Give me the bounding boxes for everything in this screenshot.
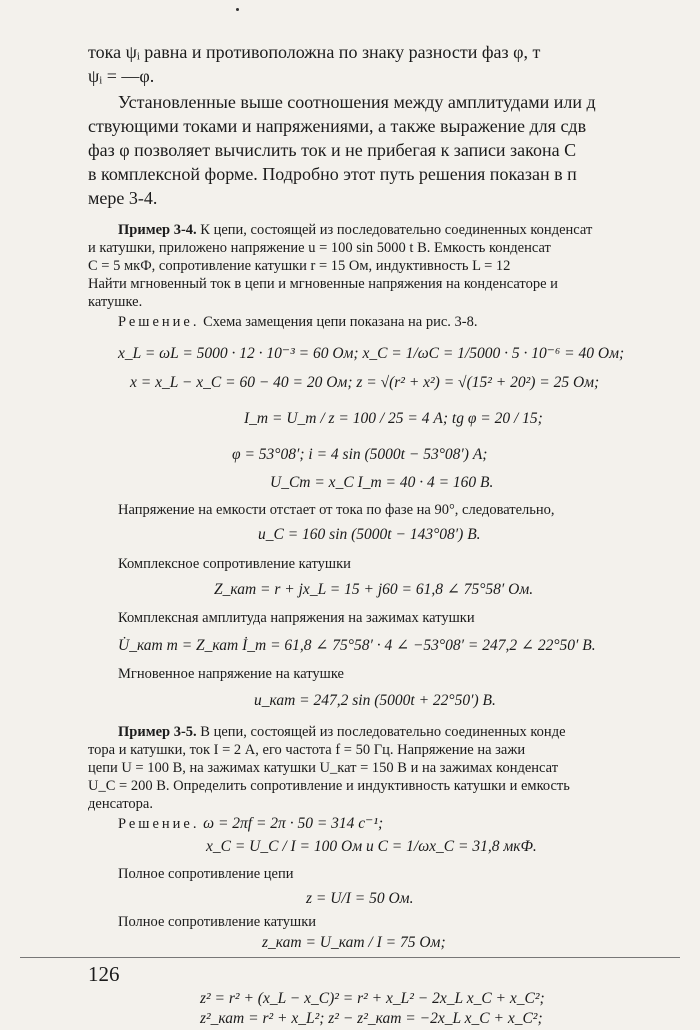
amplitude-eq: U̇_кат m = Z_кат İ_m = 61,8 ∠ 75°58′ · 4 ∠ −53°08′ = 247,2 ∠ 22°50′ В. bbox=[118, 637, 596, 654]
eq-impedance: x = x_L − x_C = 60 − 40 = 20 Ом; z = √(r² + x²) = √(15² + 20²) = 25 Ом; bbox=[130, 374, 600, 391]
coil-eq-3: z²_кат = r² + x_L²; z² − z²_кат = −2x_L x_C + x_C²; bbox=[200, 1010, 543, 1027]
xc-eq: x_C = U_C / I = 100 Ом и C = 1/ωx_C = 31,8 мкФ. bbox=[206, 838, 537, 855]
impedance-eq: Z_кат = r + jx_L = 15 + j60 = 61,8 ∠ 75°58′ Ом. bbox=[214, 581, 534, 598]
total-eq: z = U/I = 50 Ом. bbox=[306, 890, 414, 907]
total-label: Полное сопротивление цепи bbox=[118, 866, 294, 882]
example-3-4-statement-3: C = 5 мкФ, сопротивление катушки r = 15 Ом, индуктивность L = 12 bbox=[88, 258, 511, 274]
example-3-4-statement-1: К цепи, состоящей из последовательно соединенных конденсат bbox=[200, 222, 593, 238]
example-3-5-statement-5: денсатора. bbox=[88, 796, 153, 812]
intro-line-5: фаз φ позволяет вычислить ток и не прибегая к записи закона С bbox=[88, 140, 577, 160]
instant-label: Мгновенное напряжение на катушке bbox=[118, 666, 344, 682]
coil-label: Полное сопротивление катушки bbox=[118, 914, 317, 930]
intro-line-7: мере 3-4. bbox=[88, 188, 158, 208]
lag-text: Напряжение на емкости отстает от тока по фазе на 90°, следовательно, bbox=[118, 502, 555, 518]
eq-reactances: x_L = ωL = 5000 · 12 · 10⁻³ = 60 Ом; x_C = 1/ωC = 1/5000 · 5 · 10⁻⁶ = 40 Ом; bbox=[118, 345, 625, 362]
example-3-4-statement-4: Найти мгновенный ток в цепи и мгновенные напряжения на конденсаторе и bbox=[88, 276, 558, 292]
intro-line-4: ствующими токами и напряжениями, а также выражение для сдв bbox=[88, 116, 587, 136]
eq-current-amplitude: I_m = U_m / z = 100 / 25 = 4 А; tg φ = 20 / 15; bbox=[244, 410, 543, 427]
omega-eq: ω = 2πf = 2π · 50 = 314 с⁻¹; bbox=[203, 815, 384, 832]
bottom-rule bbox=[20, 957, 680, 958]
example-3-5-statement-1: В цепи, состоящей из последовательно соединенных конде bbox=[200, 724, 566, 740]
solution-text: Схема замещения цепи показана на рис. 3-8. bbox=[203, 314, 478, 330]
intro-line-1: тока ψᵢ равна и противоположна по знаку разности фаз φ, т bbox=[88, 42, 541, 62]
impedance-label: Комплексное сопротивление катушки bbox=[118, 556, 351, 572]
instant-eq: u_кат = 247,2 sin (5000t + 22°50′) В. bbox=[254, 692, 496, 709]
example-3-5-statement-3: цепи U = 100 В, на зажимах катушки U_кат = 150 В и на зажимах конденсат bbox=[88, 760, 559, 776]
intro-line-6: в комплексной форме. Подробно этот путь решения показан в п bbox=[88, 164, 577, 184]
eq-capacitor-amplitude: U_Cm = x_C I_m = 40 · 4 = 160 В. bbox=[270, 474, 494, 491]
solution-word: Решение. bbox=[118, 314, 200, 330]
page-number: 126 bbox=[88, 962, 120, 986]
example-3-4-first-line bbox=[118, 222, 592, 239]
example-3-5-statement-4: U_C = 200 В. Определить сопротивление и индуктивность катушки и емкость bbox=[88, 778, 570, 794]
coil-eq-2: z² = r² + (x_L − x_C)² = r² + x_L² − 2x_L x_C + x_C²; bbox=[200, 990, 545, 1007]
amplitude-label: Комплексная амплитуда напряжения на зажимах катушки bbox=[118, 610, 475, 626]
example-3-4-statement-5: катушке. bbox=[88, 294, 143, 310]
example-3-5-solution bbox=[118, 814, 383, 833]
intro-line-2: ψᵢ = —φ. bbox=[88, 66, 155, 86]
solution-word-2: Решение. bbox=[118, 816, 200, 832]
intro-line-3: Установленные выше соотношения между амплитудами или д bbox=[118, 92, 596, 112]
example-3-5-heading: Пример 3-5. bbox=[118, 724, 197, 740]
lag-eq: u_C = 160 sin (5000t − 143°08′) В. bbox=[258, 526, 481, 543]
example-3-4-statement-2: и катушки, приложено напряжение u = 100 sin 5000 t В. Емкость конденсат bbox=[88, 240, 551, 256]
example-3-4-heading: Пример 3-4. bbox=[118, 222, 197, 238]
coil-eq-1: z_кат = U_кат / I = 75 Ом; bbox=[262, 934, 446, 951]
example-3-5-statement-2: тора и катушки, ток I = 2 А, его частота f = 50 Гц. Напряжение на зажи bbox=[88, 742, 526, 758]
speck bbox=[236, 8, 239, 11]
example-3-4-solution bbox=[118, 314, 478, 331]
eq-phase: φ = 53°08′; i = 4 sin (5000t − 53°08′) А; bbox=[232, 446, 488, 463]
example-3-5-first-line bbox=[118, 724, 566, 741]
